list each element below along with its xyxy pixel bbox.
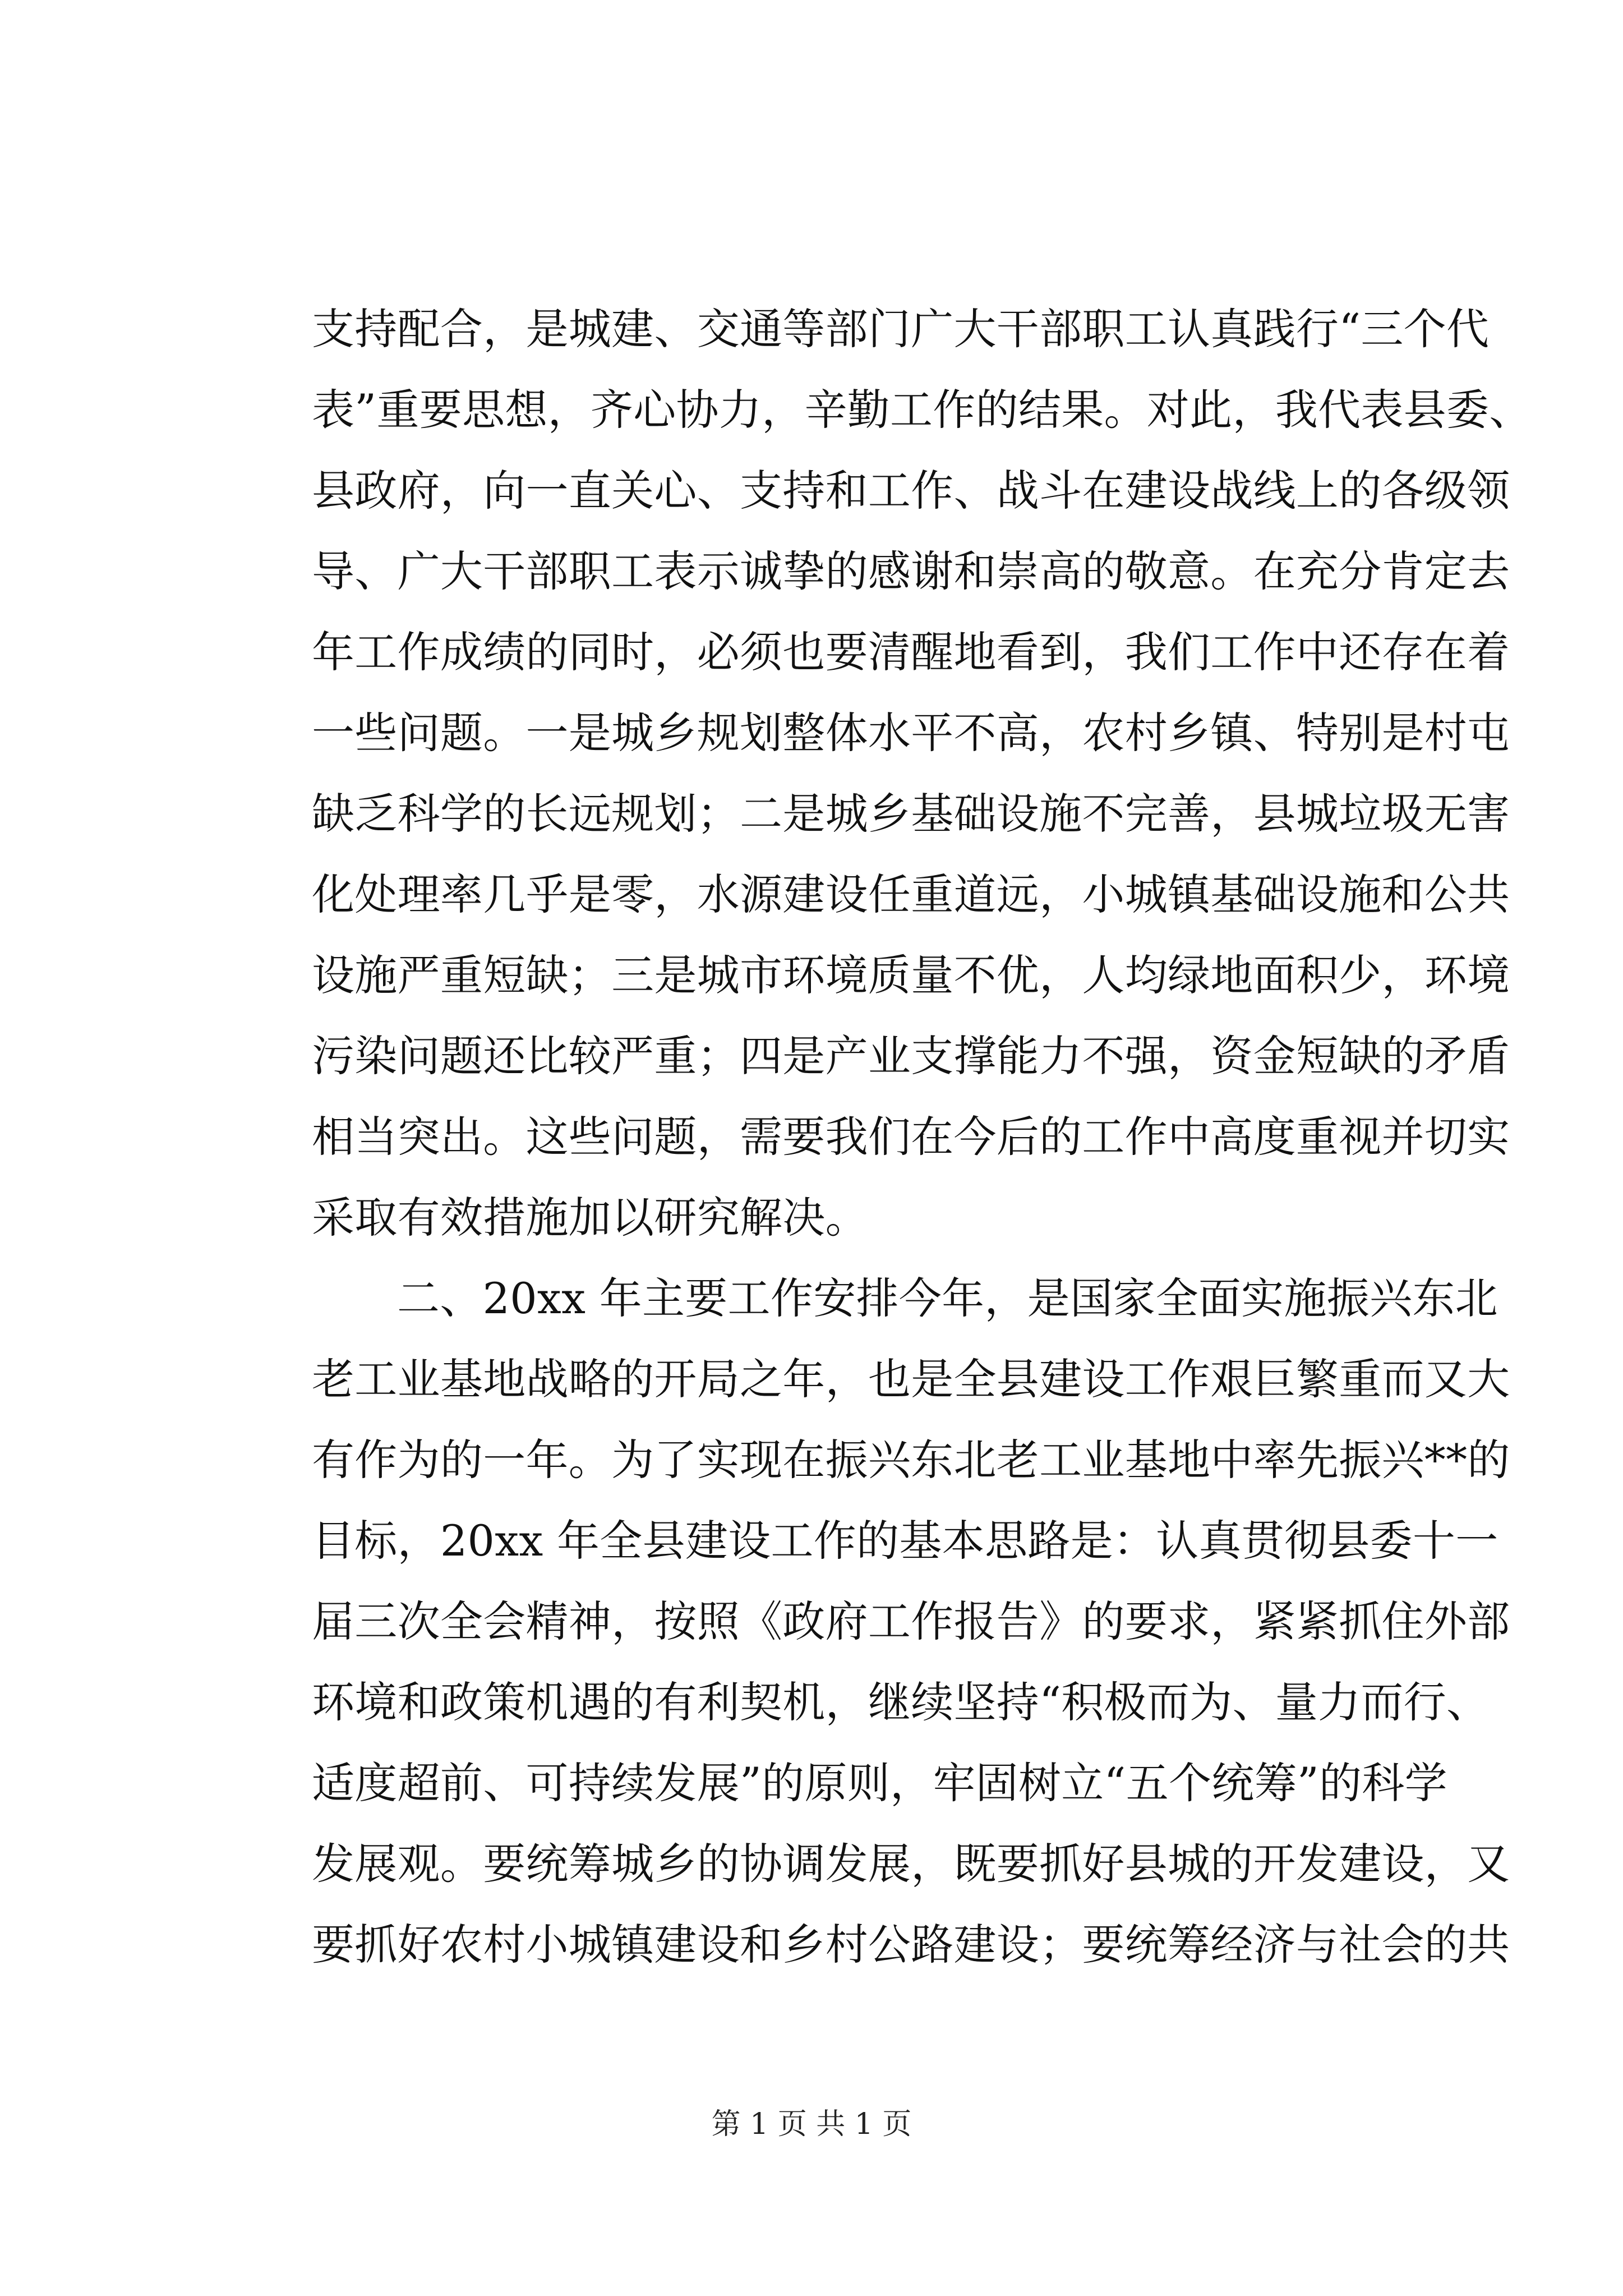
text-line: 目标，20xx 年全县建设工作的基本思路是：认真贯彻县委十一 <box>312 1516 1498 1566</box>
text-line: 污染问题还比较严重；四是产业支撑能力不强，资金短缺的矛盾 <box>312 1031 1510 1081</box>
paragraph-summary <box>312 289 1532 1258</box>
text-line: 设施严重短缺；三是城市环境质量不优，人均绿地面积少，环境 <box>312 950 1510 1000</box>
text-line-indented: 二、20xx 年主要工作安排今年，是国家全面实施振兴东北 <box>397 1273 1498 1323</box>
text-line: 发展观。要统筹城乡的协调发展，既要抓好县城的开发建设，又 <box>312 1839 1510 1889</box>
paragraph-work-plan <box>312 1258 1510 1985</box>
text-line: 化处理率几乎是零，水源建设任重道远，小城镇基础设施和公共 <box>312 869 1510 919</box>
text-line: 导、广大干部职工表示诚挚的感谢和崇高的敬意。在充分肯定去 <box>312 546 1510 596</box>
text-line: 相当突出。这些问题，需要我们在今后的工作中高度重视并切实 <box>312 1112 1510 1162</box>
text-line: 一些问题。一是城乡规划整体水平不高，农村乡镇、特别是村屯 <box>312 708 1510 758</box>
page-footer <box>0 2105 1623 2144</box>
text-line: 有作为的一年。为了实现在振兴东北老工业基地中率先振兴**的 <box>312 1435 1510 1485</box>
text-line: 届三次全会精神，按照《政府工作报告》的要求，紧紧抓住外部 <box>312 1596 1510 1646</box>
text-line: 适度超前、可持续发展”的原则，牢固树立“五个统筹”的科学 <box>312 1758 1447 1808</box>
text-line: 环境和政策机遇的有利契机，继续坚持“积极而为、量力而行、 <box>312 1677 1490 1727</box>
document-body <box>312 289 1532 1985</box>
text-line: 年工作成绩的同时，必须也要清醒地看到，我们工作中还存在着 <box>312 627 1510 677</box>
text-line: 县政府，向一直关心、支持和工作、战斗在建设战线上的各级领 <box>312 466 1510 516</box>
text-line: 缺乏科学的长远规划；二是城乡基础设施不完善，县城垃圾无害 <box>312 789 1510 839</box>
text-line: 支持配合，是城建、交通等部门广大干部职工认真践行“三个代 <box>312 304 1490 354</box>
text-line: 表”重要思想，齐心协力，辛勤工作的结果。对此，我代表县委、 <box>312 385 1532 435</box>
text-line: 要抓好农村小城镇建设和乡村公路建设；要统筹经济与社会的共 <box>312 1920 1510 1970</box>
text-line: 采取有效措施加以研究解决。 <box>312 1193 868 1243</box>
page-number: 第 1 页 共 1 页 <box>711 2108 912 2141</box>
text-line: 老工业基地战略的开局之年，也是全县建设工作艰巨繁重而又大 <box>312 1354 1510 1404</box>
